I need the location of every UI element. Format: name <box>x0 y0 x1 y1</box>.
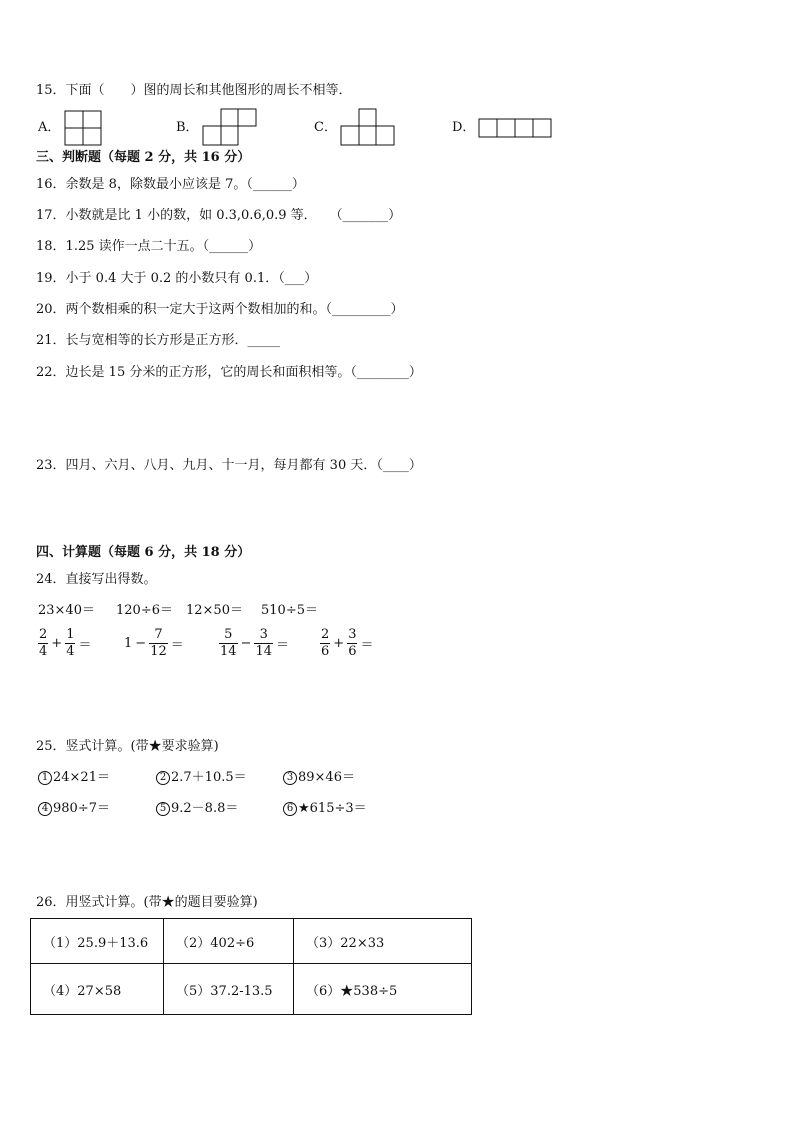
fraction: $\frac{3}{6}$ <box>348 627 357 659</box>
fraction-expr-4: $\frac{2}{6}$ + $\frac{3}{6}$ ＝ <box>321 627 374 659</box>
option-a-figure <box>64 110 104 148</box>
fraction: $\frac{2}{6}$ <box>321 627 330 659</box>
q25-item-5: 5 9.2－8.8＝ <box>156 800 238 818</box>
q24-expr-1: 23×40＝ <box>38 603 95 618</box>
section4-title: 四、计算题（每题 6 分，共 18 分） <box>36 545 251 560</box>
q21-text: 21．长与宽相等的长方形是正方形．_____ <box>36 333 281 348</box>
q24-expr-3: 12×50＝ <box>186 603 243 618</box>
q25-item-6: 6 ★615÷3＝ <box>283 800 367 818</box>
fraction: $\frac{7}{12}$ <box>150 627 167 659</box>
table-cell: （5）37.2-13.5 <box>164 964 294 1015</box>
fraction-expr-3: $\frac{5}{14}$ − $\frac{3}{14}$ ＝ <box>220 627 290 659</box>
q26-text: 26．用竖式计算。(带★的题目要验算) <box>36 895 258 910</box>
q25-item-3: 3 89×46＝ <box>283 769 355 787</box>
q24-expr-4: 510÷5＝ <box>261 603 318 618</box>
fraction: $\frac{2}{4}$ <box>39 627 48 659</box>
q18-text: 18．1.25 读作一点二十五。（______） <box>36 239 262 254</box>
table-cell: （4）27×58 <box>31 964 164 1015</box>
table-cell: （6）★538÷5 <box>294 964 472 1015</box>
fraction: $\frac{1}{4}$ <box>66 627 75 659</box>
q25-item-2: 2 2.7＋10.5＝ <box>156 769 247 787</box>
table-row <box>31 919 472 964</box>
option-b-label: B． <box>176 120 199 135</box>
fraction-expr-2: 1 − $\frac{7}{12}$ ＝ <box>124 627 184 659</box>
q26-table <box>30 918 472 1015</box>
option-b-figure <box>201 107 259 149</box>
q20-text: 20．两个数相乘的积一定大于这两个数相加的和。（_________） <box>36 302 404 317</box>
table-row <box>31 964 472 1015</box>
fraction: $\frac{3}{14}$ <box>255 627 272 659</box>
q25-text: 25．竖式计算。(带★要求验算) <box>36 739 219 754</box>
section3-title: 三、判断题（每题 2 分，共 16 分） <box>36 150 251 165</box>
fraction-expr-1: $\frac{2}{4}$ + $\frac{1}{4}$ ＝ <box>39 627 92 659</box>
q25-item-1: 1 24×21＝ <box>38 769 110 787</box>
table-cell: （2）402÷6 <box>164 919 294 964</box>
q24-expr-2: 120÷6＝ <box>116 603 173 618</box>
q25-item-4: 4 980÷7＝ <box>38 800 110 818</box>
option-d-label: D． <box>452 120 476 135</box>
q19-text: 19．小于 0.4 大于 0.2 的小数只有 0.1．（___） <box>36 271 318 286</box>
q24-text: 24．直接写出得数。 <box>36 572 157 587</box>
q22-text: 22．边长是 15 分米的正方形，它的周长和面积相等。（________） <box>36 365 422 380</box>
option-c-figure <box>339 107 397 149</box>
q23-text: 23．四月、六月、八月、九月、十一月，每月都有 30 天．（____） <box>36 458 422 473</box>
fraction: $\frac{5}{14}$ <box>220 627 237 659</box>
q17-text: 17．小数就是比 1 小的数，如 0.3,0.6,0.9 等． （_______） <box>36 208 402 223</box>
option-c-label: C． <box>314 120 337 135</box>
option-a-label: A． <box>38 120 61 135</box>
table-cell: （3）22×33 <box>294 919 472 964</box>
option-d-figure <box>478 117 554 139</box>
table-cell: （1）25.9＋13.6 <box>31 919 164 964</box>
q15-text: 15．下面（ ）图的周长和其他图形的周长不相等． <box>36 83 352 98</box>
q16-text: 16．余数是 8，除数最小应该是 7。（______） <box>36 177 305 192</box>
